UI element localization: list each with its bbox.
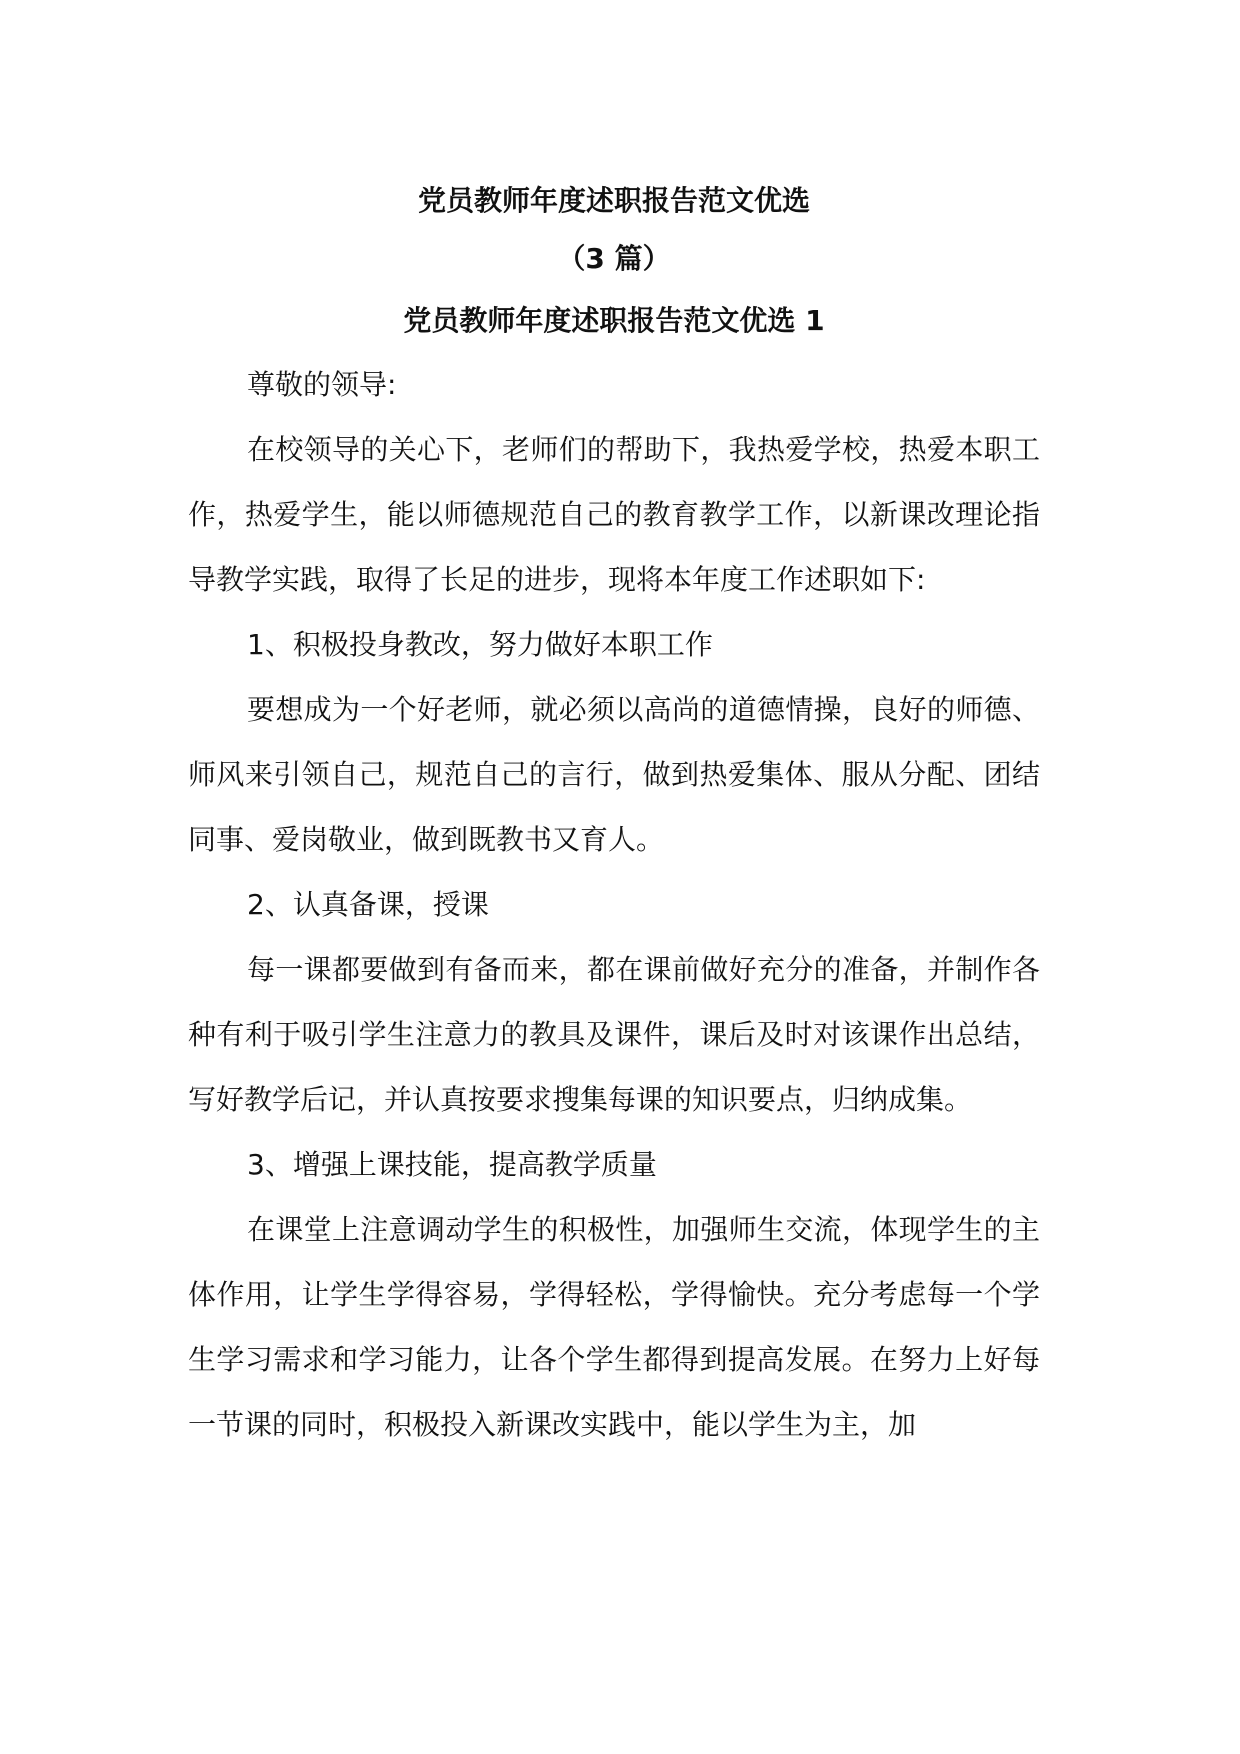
document-subtitle: （3 篇） — [557, 242, 671, 275]
section-title: 党员教师年度述职报告范文优选 1 — [403, 304, 825, 337]
body-paragraph: 要想成为一个好老师，就必须以高尚的道德情操，良好的师德、师风来引领自己，规范自己的言行，做到热爱集体、服从分配、团结同事、爱岗敬业，做到既教书又育人。 — [188, 693, 1040, 856]
document-title: 党员教师年度述职报告范文优选 — [417, 184, 810, 217]
list-heading: 2、认真备课，授课 — [247, 888, 489, 921]
body-paragraph: 在校领导的关心下，老师们的帮助下，我热爱学校，热爱本职工作，热爱学生，能以师德规范自己的教育教学工作，以新课改理论指导教学实践，取得了长足的进步，现将本年度工作述职如下: — [188, 433, 1040, 596]
body-paragraph: 在课堂上注意调动学生的积极性，加强师生交流，体现学生的主体作用，让学生学得容易，学得轻松，学得愉快。充分考虑每一个学生学习需求和学习能力，让各个学生都得到提高发展。在努力上好每一节课的同时，积极投入新课改实践中，能以学生为主，加 — [188, 1213, 1040, 1441]
list-heading: 1、积极投身教改，努力做好本职工作 — [247, 628, 713, 661]
list-heading: 3、增强上课技能，提高教学质量 — [247, 1148, 657, 1181]
document-page — [188, 172, 1040, 1457]
body-paragraph: 每一课都要做到有备而来，都在课前做好充分的准备，并制作各种有利于吸引学生注意力的教具及课件，课后及时对该课作出总结，写好教学后记，并认真按要求搜集每课的知识要点，归纳成集。 — [188, 953, 1040, 1116]
salutation: 尊敬的领导: — [247, 368, 397, 401]
